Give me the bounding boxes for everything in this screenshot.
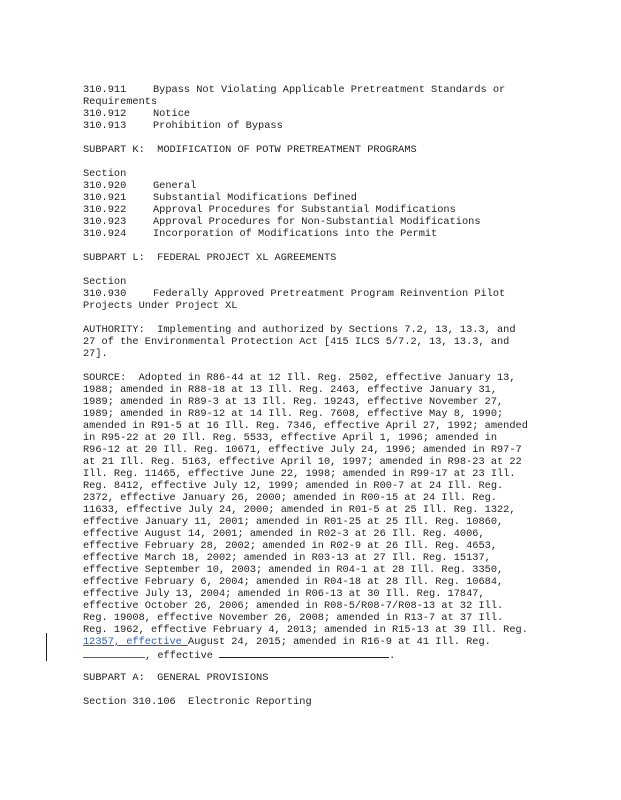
section-title: Substantial Modifications Defined — [153, 192, 357, 204]
toc-entry — [83, 108, 543, 120]
source-line: effective July 13, 2004; amended in R06-13 at 30 Ill. Reg. 17847, — [83, 588, 485, 600]
section-number: 310.911 — [83, 84, 127, 96]
section-title: Notice — [153, 108, 191, 120]
toc-entry — [83, 216, 543, 228]
toc-entry — [83, 204, 543, 216]
source-line: Reg. 19008, effective November 26, 2008; amended in R13-7 at 37 Ill. — [83, 612, 504, 624]
source-line: effective March 18, 2002; amended in R03-13 at 27 Ill. Reg. 15137, — [83, 552, 491, 564]
source-line: Ill. Reg. 11465, effective June 22, 1998; amended in R99-17 at 23 Ill. — [83, 468, 516, 480]
toc-entry — [83, 180, 543, 192]
toc-entry-continuation: Projects Under Project XL — [83, 300, 238, 312]
source-line: 2372, effective January 26, 2000; amended in R00-15 at 24 Ill. Reg. — [83, 492, 498, 504]
toc-entry — [83, 288, 543, 300]
source-line: SOURCE: Adopted in R86-44 at 12 Ill. Reg. 2502, effective January 13, — [83, 372, 516, 384]
section-title: Federally Approved Pretreatment Program Reinvention Pilot — [153, 288, 506, 300]
section-title: Bypass Not Violating Applicable Pretreatment Standards or — [153, 84, 506, 96]
section-title: General — [153, 180, 197, 192]
source-line: effective February 28, 2002; amended in R02-9 at 26 Ill. Reg. 4653, — [83, 540, 498, 552]
subpart-a-heading: SUBPART A: GENERAL PROVISIONS — [83, 672, 269, 684]
source-line: Reg. 8412, effective July 12, 1999; amended in R00-7 at 24 Ill. Reg. — [83, 480, 504, 492]
authority-line: AUTHORITY: Implementing and authorized by Sections 7.2, 13, 13.3, and — [83, 324, 516, 336]
source-line: in R95-22 at 20 Ill. Reg. 5533, effective April 1, 1996; amended in — [83, 432, 498, 444]
section-label: Section — [83, 168, 127, 180]
toc-entry — [83, 84, 543, 96]
toc-entry — [83, 120, 543, 132]
section-title: Prohibition of Bypass — [153, 120, 283, 132]
source-line: effective August 14, 2001; amended in R02-3 at 26 Ill. Reg. 4006, — [83, 528, 485, 540]
source-line: 11633, effective July 24, 2000; amended in R01-5 at 25 Ill. Reg. 1322, — [83, 504, 516, 516]
inserted-text: 12357, effective — [83, 636, 189, 648]
source-line: R96-12 at 20 Ill. Reg. 10671, effective July 24, 1996; amended in R97-7 — [83, 444, 522, 456]
section-number: 310.920 — [83, 180, 127, 192]
source-line: at 21 Ill. Reg. 5163, effective April 10, 1997; amended in R98-23 at 22 — [83, 456, 522, 468]
section-number: 310.923 — [83, 216, 127, 228]
section-number: 310.921 — [83, 192, 127, 204]
section-number: 310.912 — [83, 108, 127, 120]
source-text: August 24, 2015; amended in R16-9 at 41 Ill. Reg. — [188, 636, 491, 648]
section-number: 310.913 — [83, 120, 127, 132]
source-line: 1989; amended in R89-3 at 13 Ill. Reg. 19243, effective November 27, — [83, 396, 504, 408]
source-line-amended — [83, 636, 543, 648]
subpart-l-heading: SUBPART L: FEDERAL PROJECT XL AGREEMENTS — [83, 252, 337, 264]
effective-word: , effective — [145, 650, 213, 662]
section-number: 310.922 — [83, 204, 127, 216]
authority-line: 27]. — [83, 348, 108, 360]
section-label: Section — [83, 276, 127, 288]
toc-entry — [83, 228, 543, 240]
pending-blank — [219, 648, 389, 658]
source-line: amended in R91-5 at 16 Ill. Reg. 7346, effective April 27, 1992; amended — [83, 420, 528, 432]
pending-blank-red — [83, 648, 145, 658]
section-number: 310.924 — [83, 228, 127, 240]
source-line: 1989; amended in R89-12 at 14 Ill. Reg. 7608, effective May 8, 1990; — [83, 408, 504, 420]
source-line: effective January 11, 2001; amended in R01-25 at 25 Ill. Reg. 10860, — [83, 516, 504, 528]
section-heading: Section 310.106 Electronic Reporting — [83, 696, 312, 708]
source-line: 1988; amended in R88-18 at 13 Ill. Reg. 2463, effective January 31, — [83, 384, 498, 396]
change-bar — [46, 633, 47, 661]
subpart-k-heading: SUBPART K: MODIFICATION OF POTW PRETREATMENT PROGRAMS — [83, 144, 417, 156]
source-line: effective October 26, 2006; amended in R08-5/R08-7/R08-13 at 32 Ill. — [83, 600, 504, 612]
authority-line: 27 of the Environmental Protection Act [415 ILCS 5/7.2, 13, 13.3, and — [83, 336, 510, 348]
authority-note — [83, 324, 543, 360]
source-line-blank — [83, 648, 543, 660]
toc-entry-continuation: Requirements — [83, 96, 158, 108]
toc-entry — [83, 192, 543, 204]
section-title: Approval Procedures for Non-Substantial Modifications — [153, 216, 481, 228]
source-line: effective February 6, 2004; amended in R04-18 at 28 Ill. Reg. 10684, — [83, 576, 504, 588]
source-line: Reg. 1962, effective February 4, 2013; amended in R15-13 at 39 Ill. Reg. — [83, 624, 528, 636]
source-line: effective September 10, 2003; amended in R04-1 at 28 Ill. Reg. 3350, — [83, 564, 504, 576]
sentence-end: . — [389, 650, 396, 662]
section-title: Approval Procedures for Substantial Modifications — [153, 204, 456, 216]
section-number: 310.930 — [83, 288, 127, 300]
section-title: Incorporation of Modifications into the Permit — [153, 228, 438, 240]
source-note — [83, 372, 543, 660]
document-page — [83, 84, 543, 708]
